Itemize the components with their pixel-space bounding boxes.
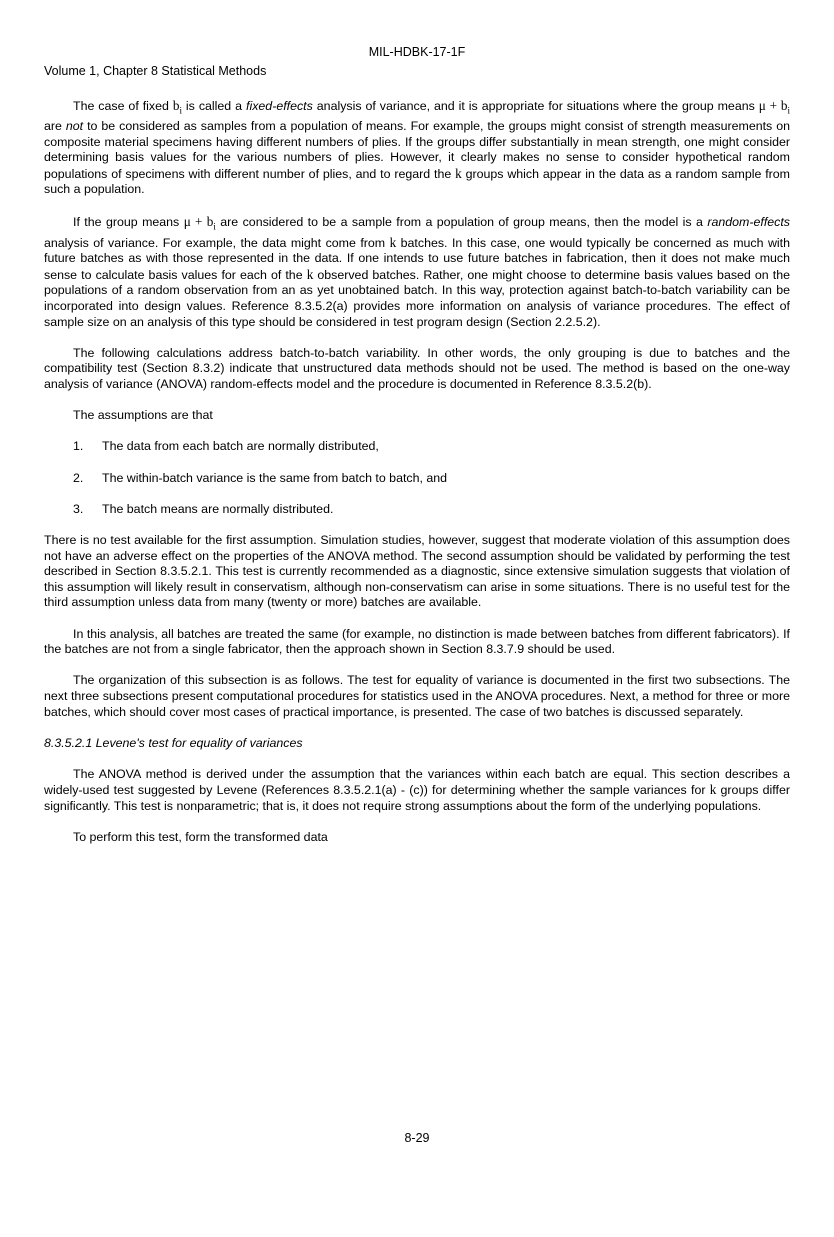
subscript-i: i: [179, 105, 182, 116]
text-run: analysis of variance. For example, the data might come from: [44, 235, 390, 250]
list-item: [73, 502, 790, 518]
text-run: analysis of variance, and it is appropriate for situations where the group means: [312, 99, 759, 113]
text-run: If the group means: [73, 214, 184, 229]
text-run: observed batches. Rather, one might choose to determine basis values based on the populations of a random observation from an as yet unobtained batch. In this way, protection against batch-to-batch variability can be incorporated into design values. Reference 8.3.5.2(a) provides more information on analysis of variance procedures. The effect of sample size on an analysis of this type should be considered in test program design (Section 2.2.5.2).: [44, 267, 790, 329]
paragraph-batch-variability: The following calculations address batch-to-batch variability. In other words, the only grouping is due to batches and the compatibility test (Section 8.3.2) indicate that unstructured data methods should not be used. The method is based on the one-way analysis of variance (ANOVA) random-effects model and the procedure is documented in Reference 8.3.5.2(b).: [44, 345, 790, 392]
assumptions-intro: The assumptions are that: [73, 408, 213, 423]
emphasis-not: not: [65, 119, 84, 134]
list-number: 1.: [73, 439, 84, 454]
list-number: 2.: [73, 470, 84, 485]
text-run: are considered to be a sample from a population of group means, then the model is a: [215, 214, 708, 229]
paragraph-organization: The organization of this subsection is as follows. The test for equality of variance is documented in the first two subsections. The next three subsections present computational procedures for statistics used in the ANOVA procedures. Next, a method for three or more batches, which should cover most cases of practical importance, is presented. The case of two batches is discussed separately.: [44, 673, 790, 719]
text-run: The ANOVA method is derived under the assumption that the variances within each batch are equal. This section describes a widely-used test suggested by Levene (References 8.3.5.2.1(a) - (c)) for determining whether the sample variances for: [44, 766, 790, 798]
list-text: The data from each batch are normally distributed,: [102, 439, 379, 454]
paragraph-transformed-data: To perform this test, form the transformed data: [73, 830, 328, 845]
symbol-k: k: [306, 266, 314, 282]
term-random-effects: random-effects: [707, 214, 790, 229]
text-run: groups which appear in the data as a random sample from such a population.: [44, 166, 790, 197]
paragraph-levene: [44, 767, 790, 815]
text-run: is called a: [181, 99, 247, 113]
list-item: [73, 471, 790, 487]
list-item: [73, 439, 790, 455]
list-text: The within-batch variance is the same from batch to batch, and: [102, 470, 448, 485]
chapter-title: Volume 1, Chapter 8 Statistical Methods: [44, 64, 267, 78]
subscript-i: i: [213, 221, 216, 232]
symbol-b: b: [172, 98, 180, 113]
body-text: [44, 98, 790, 846]
symbol-k: k: [389, 234, 397, 250]
text-run: are: [44, 119, 66, 134]
symbol-k: k: [455, 165, 462, 181]
paragraph-random-effects: [44, 214, 790, 331]
symbol-mu-plus-b: μ + b: [183, 213, 214, 229]
subscript-i: i: [787, 105, 790, 116]
section-heading: 8.3.5.2.1 Levene's test for equality of variances: [44, 735, 303, 750]
page-number: 8-29: [404, 1131, 430, 1145]
list-text: The batch means are normally distributed.: [102, 501, 334, 516]
term-fixed-effects: fixed-effects: [246, 99, 313, 113]
symbol-k: k: [709, 782, 717, 798]
text-run: batches. In this case, one would typically be concerned as much with future batches as with those represented in the data. If one intends to use future batches in fabrication, then it does not make much sense to calculate basis values for each of the: [44, 235, 790, 282]
paragraph-fixed-effects: [44, 98, 790, 198]
document-id: MIL-HDBK-17-1F: [368, 45, 466, 59]
list-number: 3.: [73, 501, 84, 516]
paragraph-assumption-tests: There is no test available for the first assumption. Simulation studies, however, suggest that moderate violation of this assumption does not have an adverse effect on the properties of the ANOVA method. The second assumption should be validated by performing the test described in Section 8.3.5.2.1. This test is currently recommended as a diagnostic, since extensive simulation suggests that violation of this assumption will likely result in conservatism, although non-conservatism can arise in some situations. There is no useful test for the third assumption unless data from many (twenty or more) batches are available.: [44, 532, 790, 610]
text-run: The case of fixed: [73, 99, 173, 113]
text-run: groups differ significantly. This test is nonparametric; that is, it does not require strong assumptions about the form of the underlying populations.: [44, 783, 790, 814]
symbol-mu-plus-b: μ + b: [758, 98, 788, 113]
paragraph-batches-treated: In this analysis, all batches are treated the same (for example, no distinction is made between batches from different fabricators). If the batches are not from a single fabricator, then the approach shown in Section 8.3.7.9 should be used.: [44, 626, 790, 657]
text-run: to be considered as samples from a population of means. For example, the groups might consist of strength measurements on composite material specimens having different numbers of plies. If the groups differ substantially in mean strength, one might consider determining basis values for the various numbers of plies. However, it clearly makes no sense to consider hypothetical random populations of specimens with different number of plies, and to regard the: [44, 119, 790, 181]
